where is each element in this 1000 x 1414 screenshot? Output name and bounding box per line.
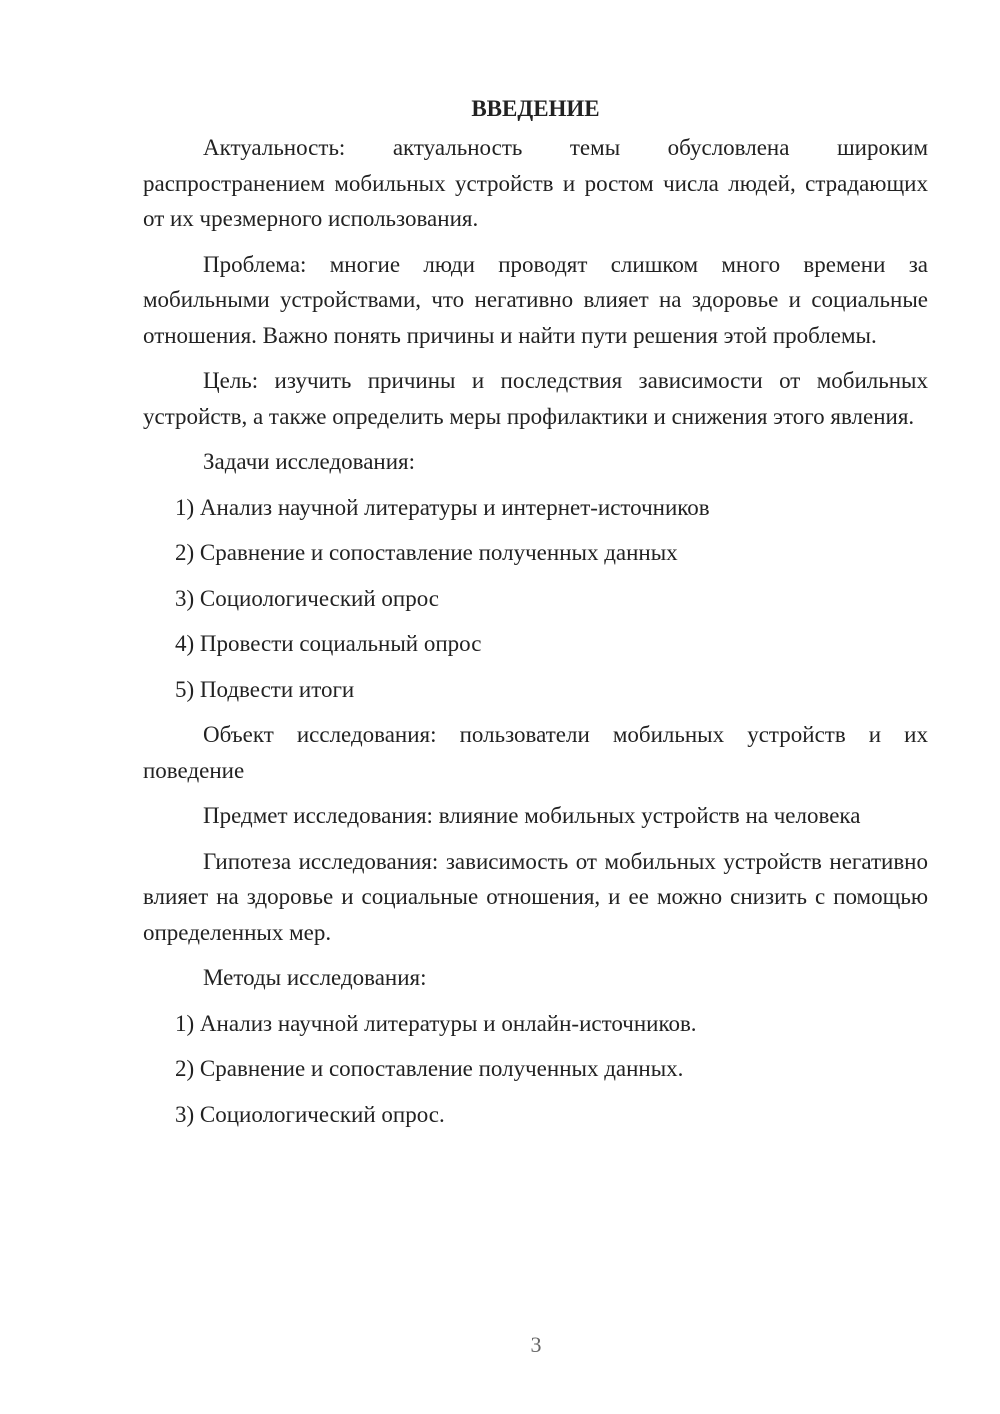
method-item: 1) Анализ научной литературы и онлайн-источников. bbox=[175, 1010, 697, 1036]
task-item: 1) Анализ научной литературы и интернет-источников bbox=[175, 494, 710, 520]
object-paragraph: Объект исследования: пользователи мобильных устройств и их поведение bbox=[143, 722, 928, 783]
relevance-paragraph: Актуальность: актуальность темы обусловлена широким распространением мобильных устройств и ростом числа людей, страдающих от их чрезмерного использования. bbox=[143, 135, 928, 231]
page-number: 3 bbox=[530, 1332, 542, 1357]
goal-paragraph: Цель: изучить причины и последствия зависимости от мобильных устройств, а также определить меры профилактики и снижения этого явления. bbox=[143, 368, 928, 429]
methods-heading: Методы исследования: bbox=[203, 965, 427, 990]
problem-paragraph: Проблема: многие люди проводят слишком много времени за мобильными устройствами, что негативно влияет на здоровье и социальные отношения. Важно понять причины и найти пути решения этой проблемы. bbox=[143, 251, 928, 348]
task-item: 5) Подвести итоги bbox=[175, 676, 355, 702]
method-item: 3) Социологический опрос. bbox=[175, 1101, 445, 1127]
section-title: ВВЕДЕНИЕ bbox=[471, 96, 600, 121]
task-item: 2) Сравнение и сопоставление полученных данных bbox=[175, 540, 678, 565]
hypothesis-paragraph: Гипотеза исследования: зависимость от мобильных устройств негативно влияет на здоровье и социальные отношения, и ее можно снизить с помощью определенных мер. bbox=[143, 848, 928, 945]
task-item: 3) Социологический опрос bbox=[175, 585, 439, 611]
method-item: 2) Сравнение и сопоставление полученных данных. bbox=[175, 1056, 684, 1081]
task-item: 4) Провести социальный опрос bbox=[175, 631, 482, 656]
document-page bbox=[143, 92, 928, 1142]
tasks-heading: Задачи исследования: bbox=[203, 449, 416, 474]
subject-paragraph: Предмет исследования: влияние мобильных устройств на человека bbox=[203, 803, 861, 828]
